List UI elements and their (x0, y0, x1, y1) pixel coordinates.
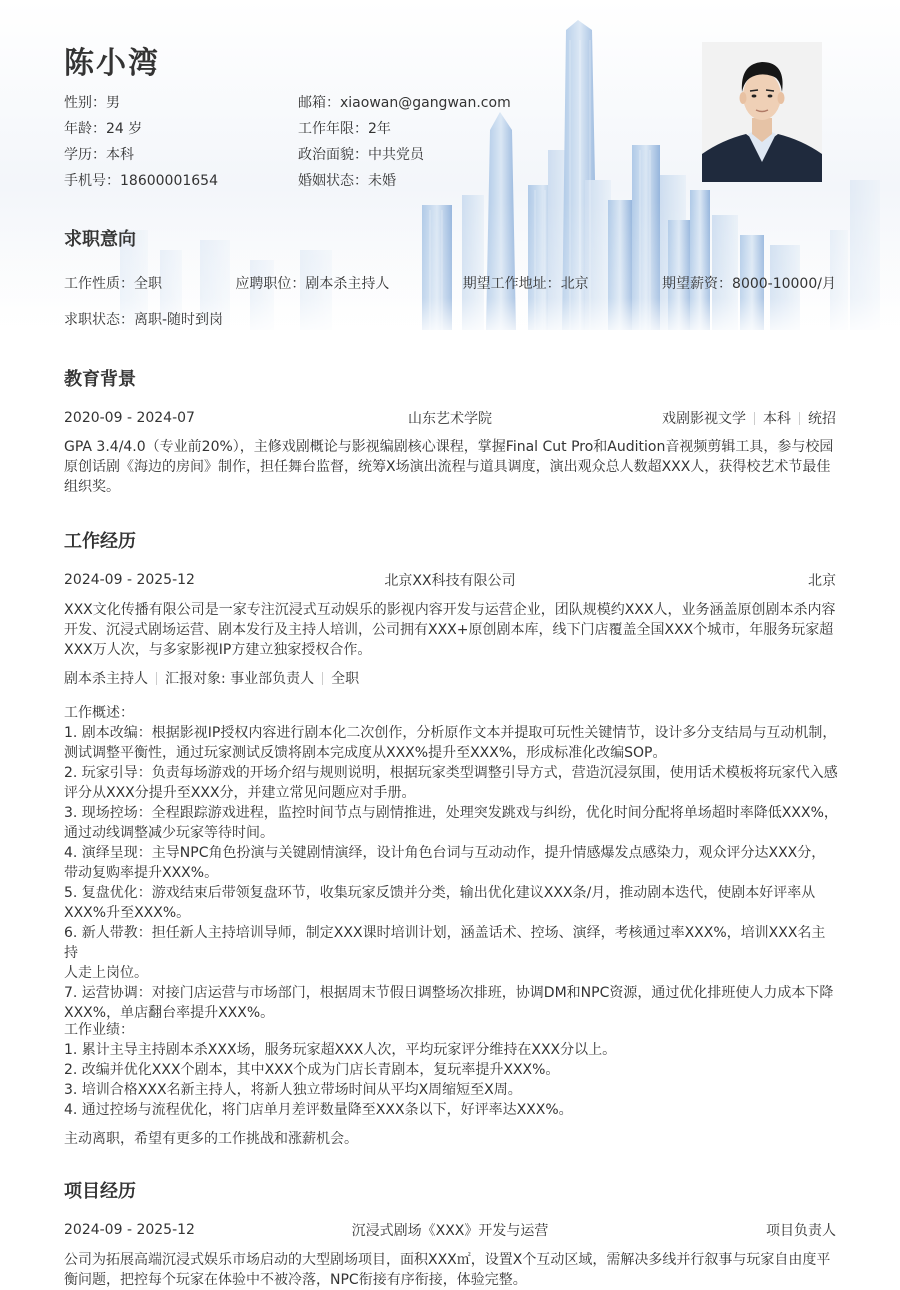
text-line: 4. 演绎呈现：主导NPC角色扮演与关键剧情演绎，设计角色台词与互动动作，提升情感爆发点感染力，观众评分达XXX分， (64, 845, 826, 861)
section-title-intent: 求职意向 (64, 229, 136, 250)
job-type-value: 全职 (134, 276, 162, 292)
gender-value: 男 (106, 95, 120, 111)
work-city: 北京 (808, 573, 836, 589)
work-overview (64, 703, 838, 1023)
text-line: 衡问题，把控每个玩家在体验中不被冷落，NPC衔接有序衔接，体验完整。 (64, 1272, 527, 1288)
divider (754, 412, 755, 425)
text-line: 2. 玩家引导：负责每场游戏的开场介绍与规则说明，根据玩家类型调整引导方式，营造沉浸氛围，使用话术模板将玩家代入感 (64, 765, 838, 781)
text-line: XXX文化传播有限公司是一家专注沉浸式互动娱乐的影视内容开发与运营企业，团队规模约XXX人，业务涵盖原创剧本杀内容 (64, 602, 836, 618)
intent-item (64, 273, 162, 293)
work-date: 2024-09 - 2025-12 (64, 572, 195, 588)
text-line: 公司为拓展高端沉浸式娱乐市场启动的大型剧场项目，面积XXX㎡，设置X个互动区域，需解决多线并行叙事与玩家自由度平 (64, 1252, 831, 1268)
work-years-value: 2年 (368, 121, 391, 137)
text-line: 1. 累计主导主持剧本杀XXX场，服务玩家超XXX人次，平均玩家评分维持在XXX分以上。 (64, 1042, 617, 1058)
degree: 本科 (763, 411, 791, 427)
divider (156, 672, 157, 685)
divider (322, 672, 323, 685)
salary-value: 8000-10000/月 (732, 276, 836, 292)
phone-value: 18600001654 (120, 173, 218, 189)
political-label: 政治面貌： (298, 147, 368, 163)
job-status-value: 离职-随时到岗 (134, 312, 224, 328)
divider (799, 412, 800, 425)
work-years-label: 工作年限： (298, 121, 368, 137)
intent-row (64, 273, 836, 293)
info-row (64, 144, 624, 170)
position-label: 应聘职位： (235, 276, 306, 292)
education-label: 学历： (64, 147, 106, 163)
text-line: 2. 改编并优化XXX个剧本，其中XXX个成为门店长青剧本，复玩率提升XXX%。 (64, 1062, 560, 1078)
text-line: 开发、沉浸式剧场运营、剧本发行及主持人培训，公司拥有XXX+原创剧本库，线下门店覆盖全国XXX个城市，年服务玩家超 (64, 622, 834, 638)
text-line: XXX万人次，与多家影视IP方建立独家授权合作。 (64, 642, 372, 658)
text-line: 测试调整平衡性，通过玩家测试反馈将剧本完成度从XXX%提升至XXX%，形成标准化改编SOP。 (64, 745, 667, 761)
job-title-tag: 剧本杀主持人 (64, 671, 148, 687)
text-line: 4. 通过控场与流程优化，将门店单月差评数量降至XXX条以下，好评率达XXX%。 (64, 1102, 573, 1118)
profile-photo (702, 42, 822, 182)
candidate-name: 陈小湾 (64, 46, 160, 81)
job-status-label: 求职状态： (64, 312, 134, 328)
location-value: 北京 (560, 276, 589, 292)
text-line: GPA 3.4/4.0（专业前20%），主修戏剧概论与影视编剧核心课程，掌握Final Cut Pro和Audition音视频剪辑工具，参与校园 (64, 439, 834, 455)
employment-type-tag: 全职 (331, 671, 360, 687)
enrollment-type: 统招 (808, 411, 836, 427)
section-title-education: 教育背景 (64, 369, 136, 390)
marital-label: 婚姻状态： (298, 173, 368, 189)
project-description (64, 1250, 838, 1290)
position-value: 剧本杀主持人 (305, 276, 390, 292)
project-date: 2024-09 - 2025-12 (64, 1222, 195, 1238)
marital-value: 未婚 (368, 173, 396, 189)
education-date: 2020-09 - 2024-07 (64, 410, 195, 426)
job-status (64, 309, 223, 329)
text-line: 通过动线调整减少玩家等待时间。 (64, 825, 274, 841)
work-header (64, 570, 836, 590)
email-label: 邮箱： (298, 95, 340, 111)
intent-item (235, 273, 389, 293)
text-line: XXX%升至XXX%。 (64, 905, 191, 921)
project-name: 沉浸式剧场《XXX》开发与运营 (351, 1223, 549, 1239)
gender-label: 性别： (64, 95, 106, 111)
age-label: 年龄： (64, 121, 106, 137)
political-value: 中共党员 (368, 147, 424, 163)
text-line: 原创话剧《海边的房间》制作，担任舞台监督，统筹X场演出流程与道具调度，演出观众总人数超XXX人，获得校艺术节最佳 (64, 459, 831, 475)
project-role: 项目负责人 (766, 1223, 836, 1239)
phone-label: 手机号： (64, 173, 120, 189)
location-label: 期望工作地址： (462, 276, 561, 292)
text-line: 评分从XXX分提升至XXX分，并建立常见问题应对手册。 (64, 785, 416, 801)
text-line: 1. 剧本改编：根据影视IP授权内容进行剧本化二次创作，分析原作文本并提取可玩性关键情节，设计多分支结局与互动机制， (64, 725, 837, 741)
education-description (64, 437, 838, 497)
work-results (64, 1020, 838, 1120)
project-header (64, 1220, 836, 1240)
section-title-project: 项目经历 (64, 1181, 136, 1202)
text-line: 6. 新人带教：担任新人主持培训导师，制定XXX课时培训计划，涵盖话术、控场、演绎，考核通过率XXX%，培训XXX名主持 (64, 925, 826, 961)
text-line: 3. 培训合格XXX名新主持人，将新人独立带场时间从平均X周缩短至X周。 (64, 1082, 522, 1098)
info-row (64, 118, 624, 144)
text-line: 人走上岗位。 (64, 965, 148, 981)
info-row (64, 170, 624, 196)
text-line: 组织奖。 (64, 479, 120, 495)
work-tags (64, 668, 359, 688)
salary-label: 期望薪资： (662, 276, 733, 292)
job-type-label: 工作性质： (64, 276, 134, 292)
company-name: 北京XX科技有限公司 (384, 573, 516, 589)
personal-info (64, 92, 624, 196)
info-row (64, 92, 624, 118)
text-line: 5. 复盘优化：游戏结束后带领复盘环节，收集玩家反馈并分类，输出优化建议XXX条/月，推动剧本迭代，使剧本好评率从 (64, 885, 816, 901)
intent-item (662, 273, 836, 293)
company-intro (64, 600, 838, 660)
email-value: xiaowan@gangwan.com (340, 95, 511, 111)
text-line: 3. 现场控场：全程跟踪游戏进程，监控时间节点与剧情推进，处理突发跳戏与纠纷，优化时间分配将单场超时率降低XXX%， (64, 805, 838, 821)
section-title-work: 工作经历 (64, 531, 136, 552)
text-line: 带动复购率提升XXX%。 (64, 865, 219, 881)
text-line: XXX%，单店翻台率提升XXX%。 (64, 1005, 275, 1021)
school-name: 山东艺术学院 (408, 411, 492, 427)
results-title: 工作业绩： (64, 1022, 134, 1038)
education-header (64, 408, 836, 428)
overview-title: 工作概述： (64, 705, 134, 721)
leave-reason: 主动离职，希望有更多的工作挑战和涨薪机会。 (64, 1131, 358, 1147)
education-value: 本科 (106, 147, 134, 163)
major: 戏剧影视文学 (662, 411, 746, 427)
education-meta (662, 408, 836, 428)
intent-item (463, 273, 589, 293)
report-to-tag: 汇报对象: 事业部负责人 (165, 671, 315, 687)
text-line: 7. 运营协调：对接门店运营与市场部门，根据周末节假日调整场次排班，协调DM和NPC资源，通过优化排班使人力成本下降 (64, 985, 834, 1001)
age-value: 24 岁 (106, 121, 143, 137)
